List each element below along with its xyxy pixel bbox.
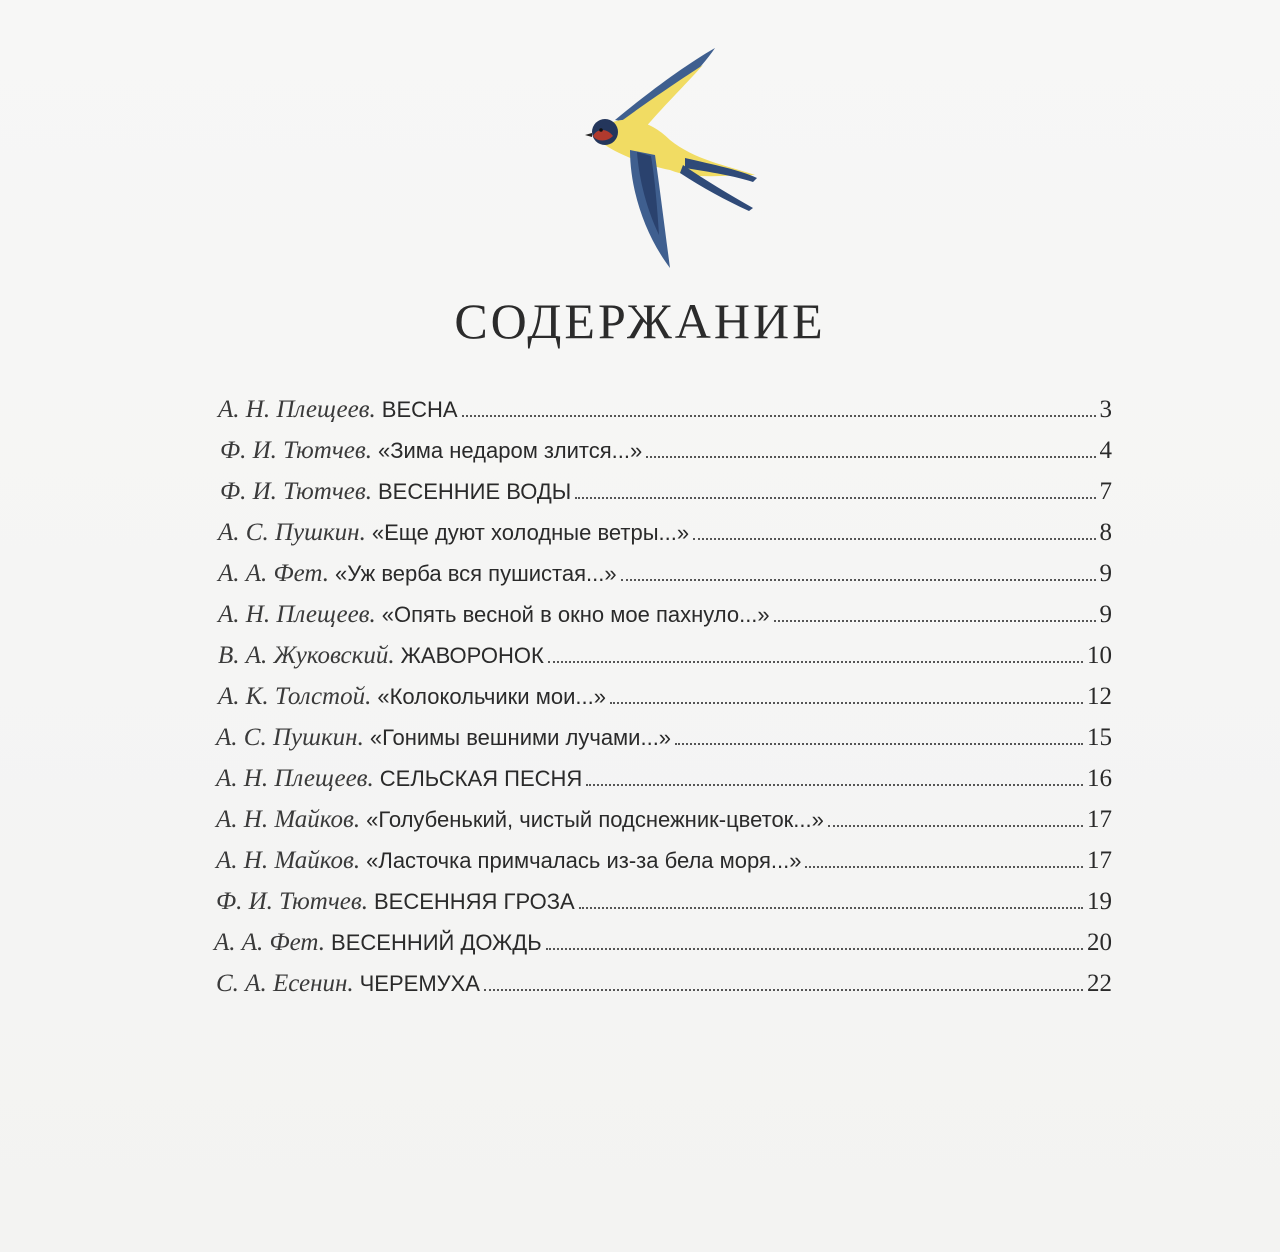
toc-work: ВЕСЕННЯЯ ГРОЗА — [373, 889, 575, 914]
toc-work: «Опять весной в окно мое пахнуло...» — [381, 602, 770, 627]
toc-entry[interactable] — [218, 554, 1112, 594]
toc-entry[interactable] — [216, 718, 1112, 758]
toc-page: 10 — [1087, 642, 1112, 669]
toc-leader — [828, 824, 1083, 827]
toc-page: 12 — [1087, 683, 1112, 710]
toc-entry[interactable] — [218, 390, 1112, 430]
toc-entry[interactable] — [216, 800, 1112, 840]
toc-work: ЧЕРЕМУХА — [359, 971, 480, 996]
toc-page: 15 — [1087, 724, 1112, 751]
toc-work: СЕЛЬСКАЯ ПЕСНЯ — [379, 766, 583, 791]
toc-work: ВЕСЕННИЕ ВОДЫ — [377, 479, 572, 504]
toc-author: А. Н. Плещеев. — [216, 765, 374, 792]
toc-leader — [774, 619, 1096, 622]
toc-page: 22 — [1087, 970, 1112, 997]
toc-work: «Голубенький, чистый подснежник-цветок...» — [366, 807, 824, 832]
toc-author: А. К. Толстой. — [218, 683, 372, 710]
toc-author: А. Н. Плещеев. — [218, 396, 376, 423]
toc-leader — [546, 947, 1083, 950]
toc-leader — [646, 455, 1095, 458]
toc-leader — [693, 537, 1095, 540]
toc-author: А. Н. Плещеев. — [218, 601, 376, 628]
toc-page: 9 — [1099, 601, 1112, 628]
toc-leader — [548, 660, 1083, 663]
toc-work: «Ласточка примчалась из-за бела моря...» — [366, 848, 802, 873]
page-title: СОДЕРЖАНИЕ — [454, 293, 826, 349]
toc-page: 17 — [1087, 847, 1112, 874]
swallow-icon — [575, 40, 775, 280]
toc-leader — [610, 701, 1083, 704]
toc-author: С. А. Есенин. — [216, 970, 354, 997]
toc-leader — [805, 865, 1083, 868]
toc-work: «Зима недаром злится...» — [377, 438, 643, 463]
toc-author: А. Н. Майков. — [216, 847, 361, 874]
toc-entry[interactable] — [216, 759, 1112, 799]
toc-work: ВЕСНА — [381, 397, 458, 422]
toc-entry[interactable] — [218, 513, 1112, 553]
toc-page: 17 — [1087, 806, 1112, 833]
toc-work: «Еще дуют холодные ветры...» — [371, 520, 690, 545]
toc-leader — [575, 496, 1095, 499]
toc-entry[interactable] — [214, 923, 1112, 963]
toc-work: «Колокольчики мои...» — [377, 684, 606, 709]
toc-entry[interactable] — [218, 595, 1112, 635]
toc-page: 20 — [1087, 929, 1112, 956]
toc-leader — [586, 783, 1083, 786]
toc-entry[interactable] — [216, 882, 1112, 922]
toc-entry[interactable] — [216, 841, 1112, 881]
toc-author: В. А. Жуковский. — [218, 642, 395, 669]
toc-page: 7 — [1099, 478, 1112, 505]
toc-work: ЖАВОРОНОК — [400, 643, 544, 668]
toc-author: Ф. И. Тютчев. — [216, 888, 368, 915]
toc-entry[interactable] — [218, 677, 1112, 717]
toc-author: А. С. Пушкин. — [218, 519, 366, 546]
toc-leader — [484, 988, 1083, 991]
toc-author: Ф. И. Тютчев. — [220, 478, 372, 505]
toc-work: ВЕСЕННИЙ ДОЖДЬ — [331, 930, 542, 955]
toc-entry[interactable] — [218, 636, 1112, 676]
toc-leader — [621, 578, 1096, 581]
toc-leader — [462, 414, 1096, 417]
toc-page: 4 — [1099, 437, 1112, 464]
toc-work: «Уж верба вся пушистая...» — [335, 561, 617, 586]
toc-entry[interactable] — [216, 964, 1112, 1004]
toc-page: 9 — [1099, 560, 1112, 587]
toc-work: «Гонимы вешними лучами...» — [369, 725, 672, 750]
toc-page: 16 — [1087, 765, 1112, 792]
toc-author: Ф. И. Тютчев. — [220, 437, 372, 464]
toc-page: 3 — [1099, 396, 1112, 423]
toc-page: 8 — [1099, 519, 1112, 546]
toc-leader — [579, 906, 1083, 909]
toc-entry[interactable] — [220, 472, 1112, 512]
toc-entry[interactable] — [220, 431, 1112, 471]
toc-author: А. А. Фет. — [218, 560, 330, 587]
toc-leader — [675, 742, 1083, 745]
toc-author: А. С. Пушкин. — [216, 724, 364, 751]
toc-author: А. Н. Майков. — [216, 806, 361, 833]
toc-author: А. А. Фет. — [214, 929, 326, 956]
toc-page: 19 — [1087, 888, 1112, 915]
